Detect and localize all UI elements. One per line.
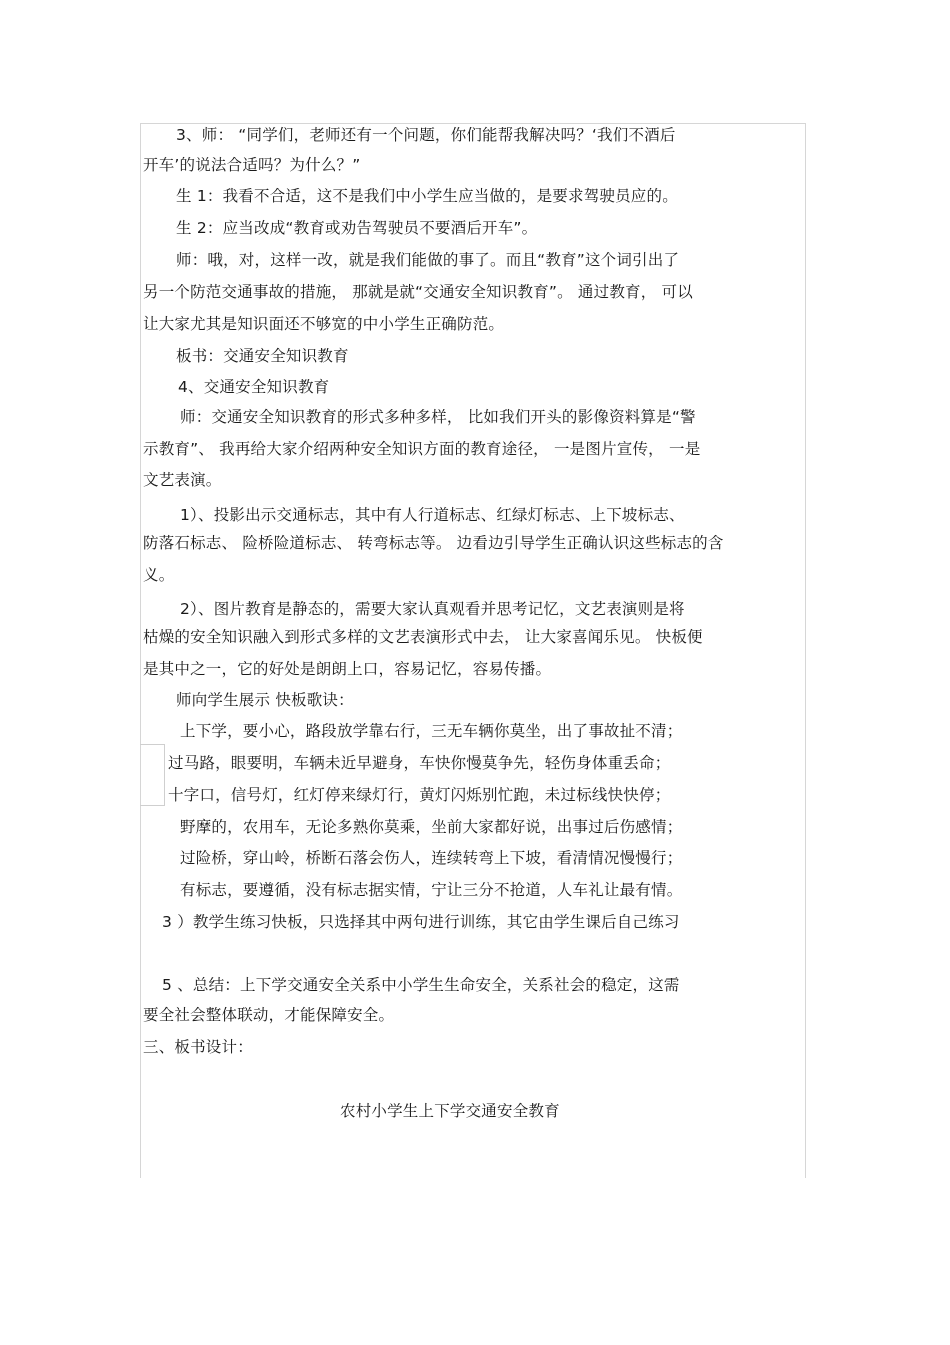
text-line: 让大家尤其是知识面还不够宽的中小学生正确防范。 <box>143 315 505 333</box>
page-frame-left <box>140 123 141 1178</box>
verse-line: 过险桥，穿山岭，桥断石落会伤人，连续转弯上下坡，看清情况慢慢行； <box>180 849 683 867</box>
text-line: 文艺表演。 <box>143 471 222 489</box>
text-line: 2）、图片教育是静态的，需要大家认真观看并思考记忆，文艺表演则是将 <box>180 600 685 618</box>
text-line: 师：哦，对，这样一改，就是我们能做的事了。而且“教育”这个词引出了 <box>176 251 680 269</box>
text-line: 3、师： “同学们，老师还有一个问题，你们能帮我解决吗？‘我们不酒后 <box>176 126 676 144</box>
left-bracket-mark <box>140 744 165 806</box>
text-line: 义。 <box>143 566 175 584</box>
text-line: 3 ）教学生练习快板，只选择其中两句进行训练，其它由学生课后自己练习 <box>162 913 680 931</box>
text-line: 枯燥的安全知识融入到形式多样的文艺表演形式中去， 让大家喜闻乐见。 快板便 <box>143 628 703 646</box>
text-line: 5 、总结：上下学交通安全关系中小学生生命安全，关系社会的稳定，这需 <box>162 976 680 994</box>
text-line: 要全社会整体联动，才能保障安全。 <box>143 1006 395 1024</box>
page-frame-right <box>805 123 806 1178</box>
text-line: 师：交通安全知识教育的形式多种多样， 比如我们开头的影像资料算是“警 <box>180 408 696 426</box>
text-line: 是其中之一，它的好处是朗朗上口，容易记忆，容易传播。 <box>143 660 552 678</box>
verse-line: 有标志，要遵循，没有标志据实情，宁让三分不抢道，人车礼让最有情。 <box>180 881 683 899</box>
blackboard-title: 农村小学生上下学交通安全教育 <box>340 1102 560 1120</box>
verse-line: 野摩的，农用车，无论多熟你莫乘，坐前大家都好说，出事过后伤感情； <box>180 818 683 836</box>
verse-line: 十字口，信号灯，红灯停来绿灯行，黄灯闪烁别忙跑，未过标线快快停； <box>168 786 671 804</box>
text-line: 师向学生展示 快板歌诀： <box>176 691 354 709</box>
section-heading: 三、板书设计： <box>143 1038 253 1056</box>
text-line: 1）、投影出示交通标志，其中有人行道标志、红绿灯标志、上下坡标志、 <box>180 506 685 524</box>
text-line: 生 1：我看不合适，这不是我们中小学生应当做的，是要求驾驶员应的。 <box>176 187 678 205</box>
text-line: 板书：交通安全知识教育 <box>176 347 349 365</box>
section-heading: 4、交通安全知识教育 <box>178 378 330 396</box>
verse-line: 过马路，眼要明，车辆未近早避身，车快你慢莫争先，轻伤身体重丢命； <box>168 754 671 772</box>
text-line: 另一个防范交通事故的措施， 那就是就“交通安全知识教育”。 通过教育， 可以 <box>143 283 693 301</box>
text-line: 生 2：应当改成“教育或劝告驾驶员不要酒后开车”。 <box>176 219 538 237</box>
text-line: 示教育”、 我再给大家介绍两种安全知识方面的教育途径， 一是图片宣传， 一是 <box>143 440 701 458</box>
verse-line: 上下学，要小心，路段放学靠右行，三无车辆你莫坐，出了事故扯不清； <box>180 722 683 740</box>
page-frame-top <box>140 123 806 124</box>
text-line: 防落石标志、 险桥险道标志、 转弯标志等。 边看边引导学生正确认识这些标志的含 <box>143 534 724 552</box>
text-line: 开车’的说法合适吗？为什么？” <box>143 156 361 174</box>
